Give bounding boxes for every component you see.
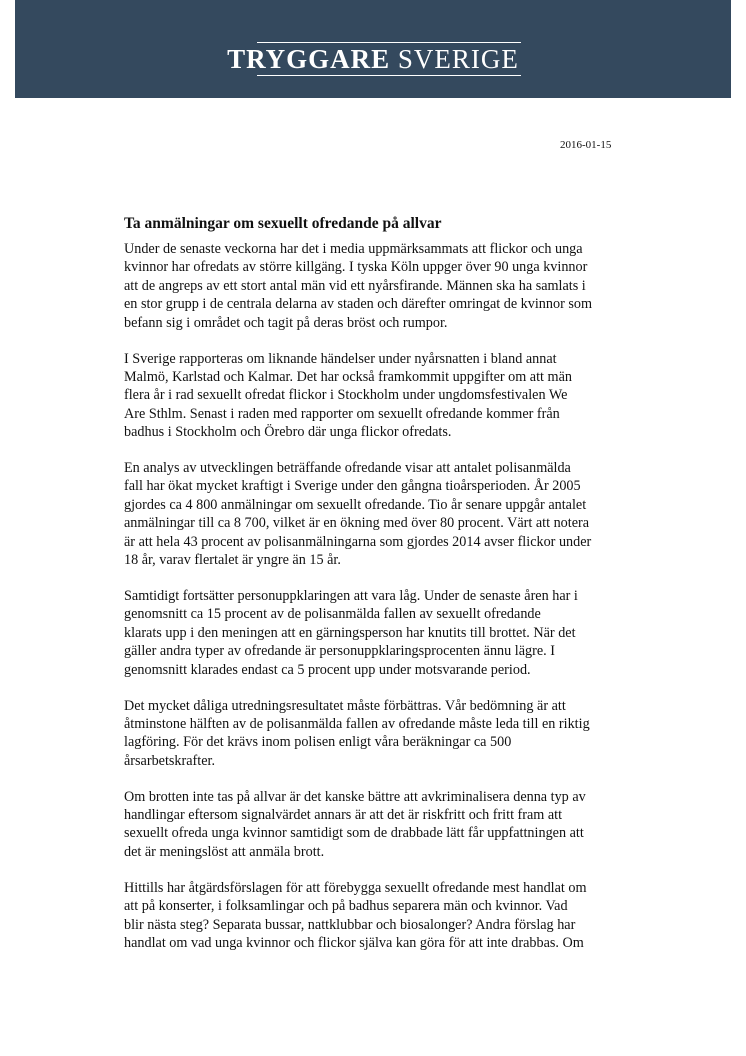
publication-date: 2016-01-15 xyxy=(560,139,612,151)
paragraph-line: flera år i rad sexuellt ofredat flickor i Stockholm under ungdomsfestivalen We xyxy=(124,387,568,404)
paragraph-line: är att hela 43 procent av polisanmälningarna som gjordes 2014 avser flickor under xyxy=(124,533,592,550)
paragraph-line: blir nästa steg? Separata bussar, nattklubbar och biosalonger? Andra förslag har xyxy=(124,916,576,933)
paragraph-line: handlingar eftersom signalvärdet annars är att det är riskfritt och fritt fram att xyxy=(124,807,563,824)
article-paragraph xyxy=(124,587,626,679)
paragraph-line: det är meningslöst att anmäla brott. xyxy=(124,843,325,860)
paragraph-line: Hittills har åtgärdsförslagen för att förebygga sexuellt ofredande mest handlat om xyxy=(124,879,587,896)
paragraph-line: Det mycket dåliga utredningsresultatet måste förbättras. Vår bedömning är att xyxy=(124,697,566,714)
article-paragraph xyxy=(124,459,626,569)
paragraph-line: Under de senaste veckorna har det i media uppmärksammats att flickor och unga xyxy=(124,241,583,257)
paragraph-line: årsarbetskrafter. xyxy=(124,752,215,769)
paragraph-line: sexuellt ofreda unga kvinnor samtidigt som de drabbade lätt får uppfattningen att xyxy=(124,825,584,842)
paragraph-line: åtminstone hälften av de polisanmälda fallen av ofredande måste leda till en riktig xyxy=(124,715,590,732)
paragraph-line: Om brotten inte tas på allvar är det kanske bättre att avkriminalisera denna typ av xyxy=(124,788,586,805)
paragraph-line: genomsnitt ca 15 procent av de polisanmälda fallen av sexuellt ofredande xyxy=(124,606,541,623)
article-paragraph xyxy=(124,879,626,953)
paragraph-line: badhus i Stockholm och Örebro där unga flickor ofredats. xyxy=(124,424,452,441)
paragraph-line: I Sverige rapporteras om liknande händelser under nyårsnatten i bland annat xyxy=(124,350,557,367)
paragraph-line: kvinnor har ofredats av större killgäng. I tyska Köln uppger över 90 unga kvinnor xyxy=(124,259,588,276)
paragraph-line: gäller andra typer av ofredande är personuppklaringsprocenten ännu lägre. I xyxy=(124,643,555,660)
paragraph-line: En analys av utvecklingen beträffande ofredande visar att antalet polisanmälda xyxy=(124,460,571,477)
paragraph-line: befann sig i området och tagit på deras bröst och rumpor. xyxy=(124,314,448,331)
article-title: Ta anmälningar om sexuellt ofredande på allvar xyxy=(124,215,442,232)
brand-name-bold: TRYGGARE xyxy=(227,44,391,74)
paragraph-line: handlat om vad unga kvinnor och flickor själva kan göra för att inte drabbas. Om xyxy=(124,935,584,951)
paragraph-line: genomsnitt klarades endast ca 5 procent upp under motsvarande period. xyxy=(124,661,531,678)
header-banner xyxy=(15,0,731,98)
paragraph-line: Are Sthlm. Senast i raden med rapporter om sexuellt ofredande kommer från xyxy=(124,405,560,422)
brand-rule-top xyxy=(257,42,521,43)
article-paragraph xyxy=(124,350,626,442)
paragraph-line: fall har ökat mycket kraftigt i Sverige under den gångna tioårsperioden. År 2005 xyxy=(124,478,581,495)
paragraph-line: klarats upp i den meningen att en gärningsperson har knutits till brottet. När det xyxy=(124,624,576,641)
paragraph-line: 18 år, varav flertalet är yngre än 15 år. xyxy=(124,552,341,569)
brand-rule-bottom xyxy=(257,75,521,76)
paragraph-line: att de angreps av ett stort antal män vid ett nyårsfirande. Männen ska ha samlats i xyxy=(124,277,586,294)
paragraph-line: Malmö, Karlstad och Kalmar. Det har också framkommit uppgifter om att män xyxy=(124,368,572,385)
article-paragraph xyxy=(124,240,626,332)
paragraph-line: gjordes ca 4 800 anmälningar om sexuellt ofredande. Tio år senare uppgår antalet xyxy=(124,496,587,513)
paragraph-line: en stor grupp i de centrala delarna av staden och därefter omringat de kvinnor som xyxy=(124,296,593,313)
paragraph-line: lagföring. För det krävs inom polisen enligt våra beräkningar ca 500 xyxy=(124,734,512,751)
article-body xyxy=(124,240,626,952)
paragraph-line: Samtidigt fortsätter personuppklaringen att vara låg. Under de senaste åren har i xyxy=(124,588,578,604)
brand-name-light: SVERIGE xyxy=(397,44,519,74)
article xyxy=(124,214,626,970)
article-paragraph xyxy=(124,788,626,862)
paragraph-line: anmälningar till ca 8 700, vilket är en ökning med över 80 procent. Värt att notera xyxy=(124,515,590,532)
article-paragraph xyxy=(124,697,626,771)
brand-logo xyxy=(15,44,731,74)
paragraph-line: att på konserter, i folksamlingar och på badhus separera män och kvinnor. Vad xyxy=(124,898,568,915)
